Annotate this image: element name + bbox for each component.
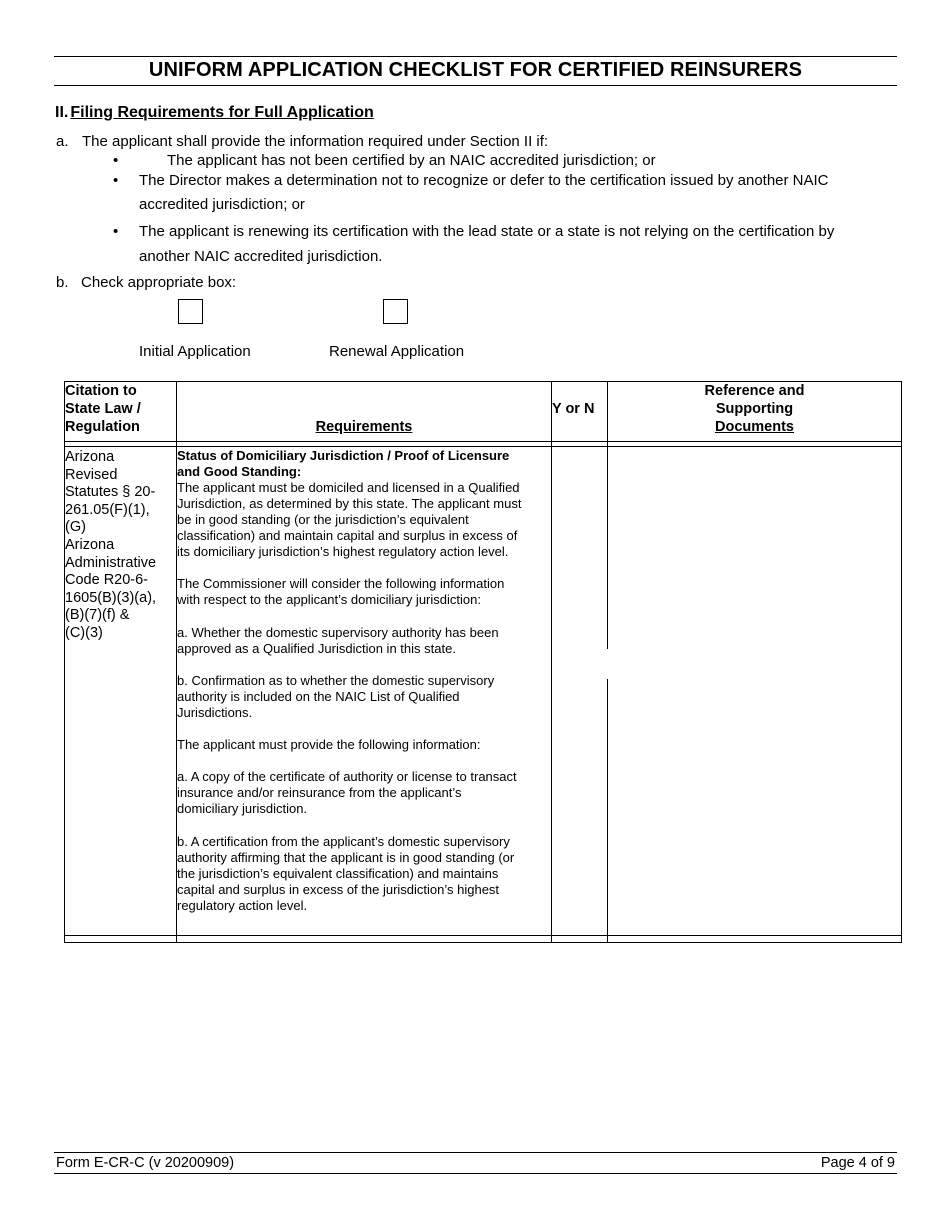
- requirement-paragraph-4: [177, 673, 555, 721]
- requirement-line: with respect to the applicant’s domiciliary jurisdiction:: [177, 592, 481, 607]
- header-reference-line1: Reference and: [704, 383, 805, 399]
- requirement-line: a. Whether the domestic supervisory authority has been: [177, 625, 499, 640]
- table-header-bottom-1: [64, 441, 901, 442]
- requirement-line: The applicant must provide the following information:: [177, 737, 481, 752]
- bullet-3-text-line2: another NAIC accredited jurisdiction.: [139, 248, 383, 265]
- footer-form-id: Form E-CR-C (v 20200909): [56, 1155, 235, 1171]
- citation-line: Code R20-6-: [65, 572, 149, 589]
- bullet-1-marker: •: [113, 152, 119, 169]
- initial-application-checkbox[interactable]: [178, 299, 203, 324]
- citation-line: Statutes § 20-: [65, 484, 156, 501]
- header-reference: [608, 382, 901, 436]
- header-citation: [65, 382, 141, 436]
- y-or-n-cell[interactable]: [553, 448, 606, 934]
- section-heading: [55, 104, 374, 122]
- bullet-1-text: The applicant has not been certified by an NAIC accredited jurisdiction; or: [167, 152, 656, 169]
- requirement-paragraph-6: [177, 769, 555, 817]
- citation-line: Revised: [65, 466, 118, 483]
- requirement-line: The Commissioner will consider the following information: [177, 576, 505, 591]
- requirement-line: approved as a Qualified Jurisdiction in this state.: [177, 641, 456, 656]
- bullet-2-marker: •: [113, 172, 119, 189]
- citation-line: (G): [65, 519, 86, 536]
- requirement-line: domiciliary jurisdiction.: [177, 801, 308, 816]
- requirement-paragraph-2: [177, 576, 555, 608]
- document-title: UNIFORM APPLICATION CHECKLIST FOR CERTIFIED REINSURERS: [148, 59, 803, 81]
- bullet-2-text-line1: The Director makes a determination not to recognize or defer to the certification issued by another NAIC: [139, 172, 829, 189]
- requirement-line: Jurisdictions.: [177, 705, 253, 720]
- requirement-line: its domiciliary jurisdiction’s highest regulatory action level.: [177, 544, 509, 559]
- header-reference-line3: Documents: [715, 419, 794, 435]
- renewal-application-label: Renewal Application: [329, 343, 465, 360]
- bullet-3-marker: •: [113, 223, 119, 240]
- requirement-line: regulatory action level.: [177, 898, 308, 913]
- title-top-rule: [54, 56, 897, 57]
- requirement-paragraph-7: [177, 834, 555, 914]
- footer-top-rule: [54, 1152, 897, 1153]
- header-citation-line1: Citation to: [65, 383, 137, 399]
- citation-line: 1605(B)(3)(a),: [65, 589, 157, 606]
- header-requirements: Requirements: [315, 419, 413, 435]
- item-b-text: Check appropriate box:: [81, 274, 237, 291]
- table-header-bottom-2: [64, 446, 901, 447]
- requirement-line: The applicant must be domiciled and licensed in a Qualified: [177, 480, 520, 495]
- section-title: Filing Requirements for Full Application: [70, 104, 374, 121]
- header-y-or-n: Y or N: [552, 401, 595, 417]
- requirement-heading-line: and Good Standing:: [177, 464, 302, 479]
- citation-line: (C)(3): [65, 624, 103, 641]
- renewal-application-checkbox[interactable]: [383, 299, 408, 324]
- requirement-paragraph-5: [177, 737, 555, 753]
- title-bottom-rule: [54, 85, 897, 86]
- bullet-2-text-line2: accredited jurisdiction; or: [139, 196, 305, 213]
- requirement-line: authority is included on the NAIC List of Qualified: [177, 689, 460, 704]
- bullet-3-text-line1: The applicant is renewing its certification with the lead state or a state is not relying on the certification by: [139, 223, 835, 240]
- citation-line: (B)(7)(f) &: [65, 607, 130, 624]
- table-divider-3-lower: [607, 679, 608, 943]
- requirement-line: be in good standing (or the jurisdiction’s equivalent: [177, 512, 469, 527]
- requirement-heading-line: Status of Domiciliary Jurisdiction / Proof of Licensure: [177, 448, 510, 463]
- reference-documents-cell[interactable]: [609, 448, 900, 934]
- requirement-line: the jurisdiction’s equivalent classification) and maintains: [177, 866, 499, 881]
- requirement-heading: [177, 448, 555, 480]
- citation-line: 261.05(F)(1),: [65, 501, 150, 518]
- requirement-line: b. A certification from the applicant’s domestic supervisory: [177, 834, 510, 849]
- header-citation-line2: State Law /: [65, 401, 141, 417]
- requirement-line: authority affirming that the applicant is in good standing (or: [177, 850, 515, 865]
- requirement-paragraph-1: [177, 480, 555, 560]
- requirement-paragraph-3: [177, 625, 555, 657]
- citation-cell: [65, 449, 175, 643]
- item-a-intro: The applicant shall provide the information required under Section II if:: [82, 133, 549, 150]
- item-a-marker: a.: [56, 133, 69, 150]
- requirement-line: Jurisdiction, as determined by this state. The applicant must: [177, 496, 522, 511]
- footer-bottom-rule: [54, 1173, 897, 1174]
- citation-line: Administrative: [65, 554, 157, 571]
- table-row-bottom-1: [64, 935, 901, 936]
- requirement-line: classification) and maintain capital and surplus in excess of: [177, 528, 518, 543]
- header-citation-line3: Regulation: [65, 419, 140, 435]
- requirement-line: capital and surplus in excess of the jurisdiction’s highest: [177, 882, 500, 897]
- requirement-line: insurance and/or reinsurance from the applicant’s: [177, 785, 462, 800]
- section-number: II.: [55, 104, 69, 121]
- table-bottom-border: [64, 942, 901, 943]
- requirement-line: b. Confirmation as to whether the domestic supervisory: [177, 673, 495, 688]
- header-reference-line2: Supporting: [715, 401, 794, 417]
- table-right-border: [901, 381, 902, 943]
- initial-application-label: Initial Application: [139, 343, 251, 360]
- footer-page-number: Page 4 of 9: [820, 1155, 895, 1171]
- requirement-line: a. A copy of the certificate of authority or license to transact: [177, 769, 517, 784]
- citation-line: Arizona: [65, 536, 115, 553]
- citation-line: Arizona: [65, 449, 115, 465]
- item-b-marker: b.: [56, 274, 69, 291]
